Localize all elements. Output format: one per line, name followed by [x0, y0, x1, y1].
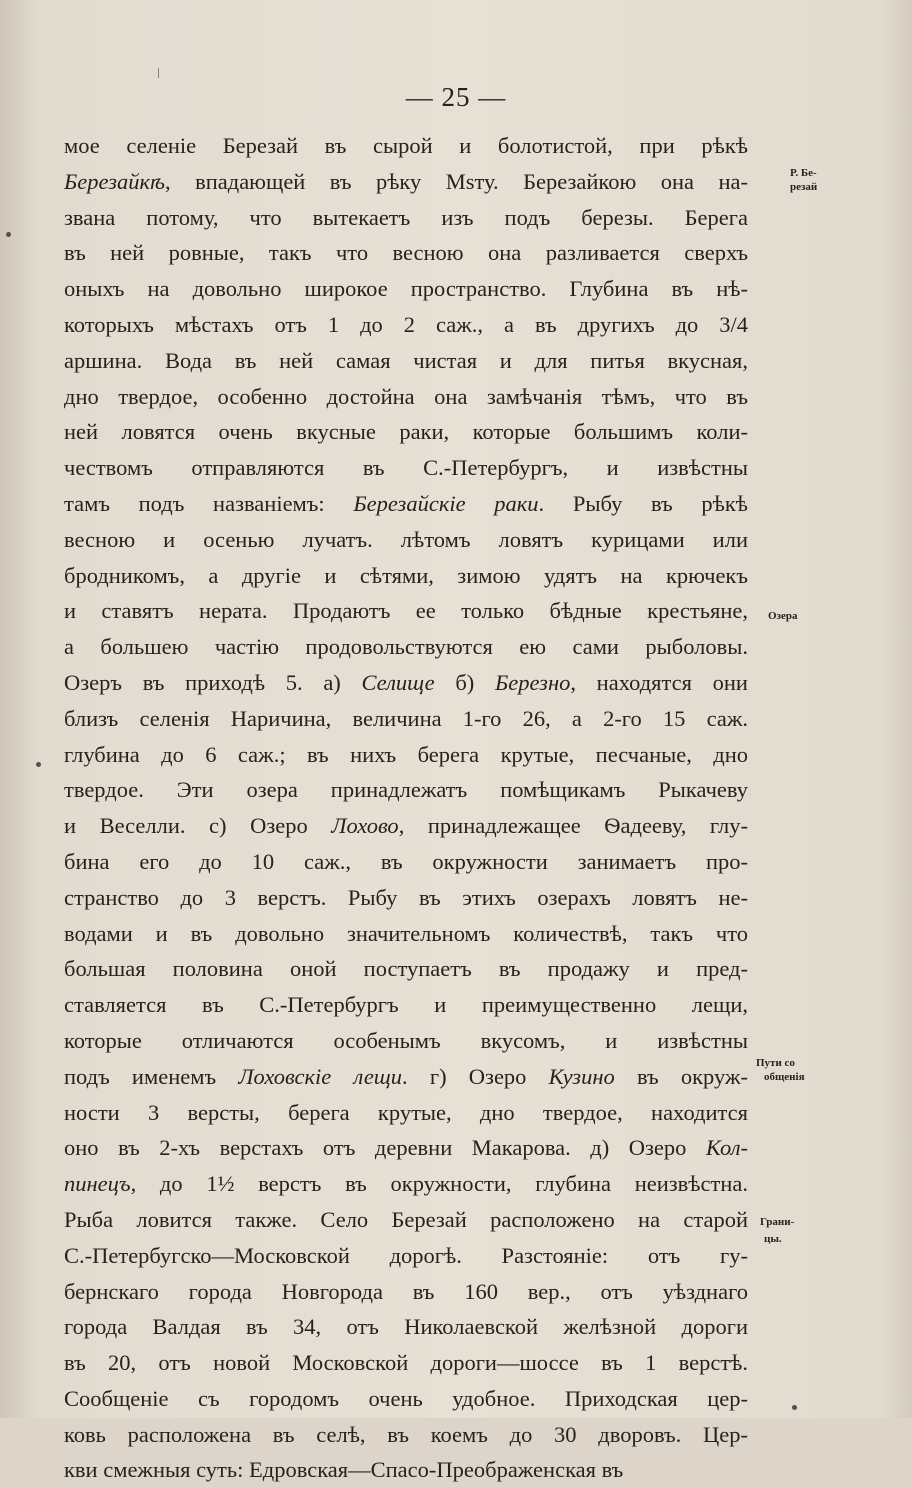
text-run: звана потому, что вытекаетъ изъ подъ березы. Берега — [64, 204, 748, 230]
italic-term: Лохово — [331, 813, 399, 839]
text-run: . г) Озеро — [402, 1063, 549, 1089]
text-run: ковь расположена въ селѣ, въ коемъ до 30 дворовъ. Цер- — [64, 1421, 748, 1447]
text-run: ставляется въ С.-Петербургъ и преимущественно лещи, — [64, 992, 748, 1018]
margin-note-borders: Грани- — [760, 1216, 795, 1228]
text-run: оныхъ на довольно широкое пространство. Глубина въ нѣ- — [64, 276, 748, 302]
text-run: , впадающей въ рѣку Msту. Березайкою она на- — [165, 168, 748, 194]
text-run: ней ловятся очень вкусные раки, которые большимъ коли- — [64, 419, 748, 445]
paper-speck — [6, 232, 11, 237]
text-line — [64, 1023, 748, 1059]
text-line — [64, 271, 748, 307]
text-line — [64, 128, 748, 164]
text-line — [64, 1238, 748, 1274]
text-run: аршина. Вода въ ней самая чистая и для питья вкусная, — [64, 347, 748, 373]
text-line — [64, 916, 748, 952]
text-line — [64, 1130, 748, 1166]
text-run: въ 20, отъ новой Московской дороги—шоссе въ 1 верстѣ. — [64, 1350, 748, 1376]
text-run: кви смежныя суть: Едровская—Спасо-Преображенская въ — [64, 1457, 624, 1483]
text-run: бина его до 10 саж., въ окружности занимаетъ про- — [64, 848, 748, 874]
margin-note-roads-cont: общенія — [764, 1071, 805, 1083]
italic-term: Березайскіе раки — [353, 490, 539, 516]
italic-term: Кузино — [548, 1063, 615, 1089]
body-text — [64, 128, 748, 1488]
text-line — [64, 379, 748, 415]
text-run: которые отличаются особенымъ вкусомъ, и извѣстны — [64, 1027, 748, 1053]
text-line — [64, 1166, 748, 1202]
margin-note-borders-cont: цы. — [764, 1233, 782, 1245]
text-run: странство до 3 верстъ. Рыбу въ этихъ озерахъ ловятъ не- — [64, 884, 748, 910]
text-line — [64, 450, 748, 486]
text-line — [64, 200, 748, 236]
text-run: ности 3 версты, берега крутые, дно твердое, находится — [64, 1099, 748, 1125]
text-line — [64, 522, 748, 558]
text-line — [64, 343, 748, 379]
text-run: дно твердое, особенно достойна она замѣчанія тѣмъ, что въ — [64, 383, 748, 409]
text-run: б) — [434, 669, 495, 695]
paper-speck — [36, 762, 41, 767]
text-run: и ставятъ нерата. Продаютъ ее только бѣдные крестьяне, — [64, 598, 748, 624]
text-run: водами и въ довольно значительномъ количествѣ, такъ что — [64, 920, 748, 946]
italic-term: Кол- — [705, 1135, 748, 1161]
text-line — [64, 1202, 748, 1238]
text-run: большая половина оной поступаетъ въ продажу и пред- — [64, 956, 748, 982]
text-run: подъ именемъ — [64, 1063, 239, 1089]
margin-note-river: Р. Бе- — [790, 167, 817, 179]
italic-term: Лоховскіе лещи — [238, 1063, 403, 1089]
text-line — [64, 987, 748, 1023]
text-run: Озеръ въ приходѣ 5. а) — [64, 669, 362, 695]
margin-note-river-cont: резай — [790, 181, 818, 193]
text-run: оно въ 2-хъ верстахъ отъ деревни Макарова. д) Озеро — [64, 1135, 706, 1161]
text-run: твердое. Эти озера принадлежатъ помѣщикамъ Рыкачеву — [64, 777, 748, 803]
margin-note-lakes: Озера — [768, 610, 798, 622]
text-run: Сообщеніе съ городомъ очень удобное. Приходская цер- — [64, 1385, 748, 1411]
text-line — [64, 701, 748, 737]
text-line — [64, 1381, 748, 1417]
text-line — [64, 880, 748, 916]
text-line — [64, 486, 748, 522]
text-run: въ окруж- — [614, 1063, 748, 1089]
text-run: , до 1½ верстъ въ окружности, глубина неизвѣстна. — [130, 1171, 748, 1197]
text-run: бродникомъ, а другіе и сѣтями, зимою удятъ на крючекъ — [64, 562, 748, 588]
text-line — [64, 558, 748, 594]
text-run: , находятся они — [570, 669, 748, 695]
text-line — [64, 1095, 748, 1131]
text-line — [64, 1274, 748, 1310]
text-line — [64, 665, 748, 701]
text-run: города Валдая въ 34, отъ Николаевской желѣзной дороги — [64, 1314, 748, 1340]
italic-term: пинецъ — [64, 1171, 131, 1197]
text-line — [64, 593, 748, 629]
text-line — [64, 772, 748, 808]
text-line — [64, 414, 748, 450]
paper-speck — [792, 1405, 797, 1410]
text-run: С.-Петербугско—Московской дорогѣ. Разстояніе: отъ гу- — [64, 1242, 748, 1268]
italic-term: Селище — [361, 669, 435, 695]
text-line — [64, 629, 748, 665]
text-run: весною и осенью лучатъ. лѣтомъ ловятъ курицами или — [64, 526, 748, 552]
text-run: глубина до 6 саж.; въ нихъ берега крутые, песчаные, дно — [64, 741, 748, 767]
text-run: бернскаго города Новгорода въ 160 вер., отъ уѣзднаго — [64, 1278, 748, 1304]
text-line — [64, 808, 748, 844]
text-run: а большею частію продовольствуются ею сами рыболовы. — [64, 634, 748, 660]
text-run: , принадлежащее Ѳадееву, глу- — [398, 813, 748, 839]
text-line — [64, 737, 748, 773]
text-run: и Веселли. с) Озеро — [64, 813, 332, 839]
text-line — [64, 307, 748, 343]
text-run: которыхъ мѣстахъ отъ 1 до 2 саж., а въ другихъ до 3/4 — [64, 311, 748, 337]
italic-term: Березно — [494, 669, 571, 695]
text-line — [64, 1059, 748, 1095]
text-line — [64, 235, 748, 271]
page-number: — 25 — — [405, 82, 507, 112]
text-line — [64, 844, 748, 880]
italic-term: Березайкѣ — [64, 168, 166, 194]
text-run: тамъ подъ названіемъ: — [64, 490, 354, 516]
text-line — [64, 164, 748, 200]
margin-note-roads: Пути со — [756, 1057, 795, 1069]
text-line — [64, 1309, 748, 1345]
text-run: . Рыбу въ рѣкѣ — [538, 490, 748, 516]
text-run: мое селеніе Березай въ сырой и болотистой, при рѣкѣ — [64, 133, 748, 158]
text-line — [64, 1452, 748, 1488]
text-line — [64, 1345, 748, 1381]
print-mark — [158, 68, 159, 78]
text-run: близъ селенія Наричина, величина 1-го 26, а 2-го 15 саж. — [64, 705, 748, 731]
text-run: Рыба ловится также. Село Березай расположено на старой — [64, 1206, 748, 1232]
text-run: чествомъ отправляются въ С.-Петербургъ, и извѣстны — [64, 455, 748, 481]
text-run: въ ней ровные, такъ что весною она разливается сверхъ — [64, 240, 748, 266]
text-line — [64, 951, 748, 987]
text-line — [64, 1417, 748, 1453]
